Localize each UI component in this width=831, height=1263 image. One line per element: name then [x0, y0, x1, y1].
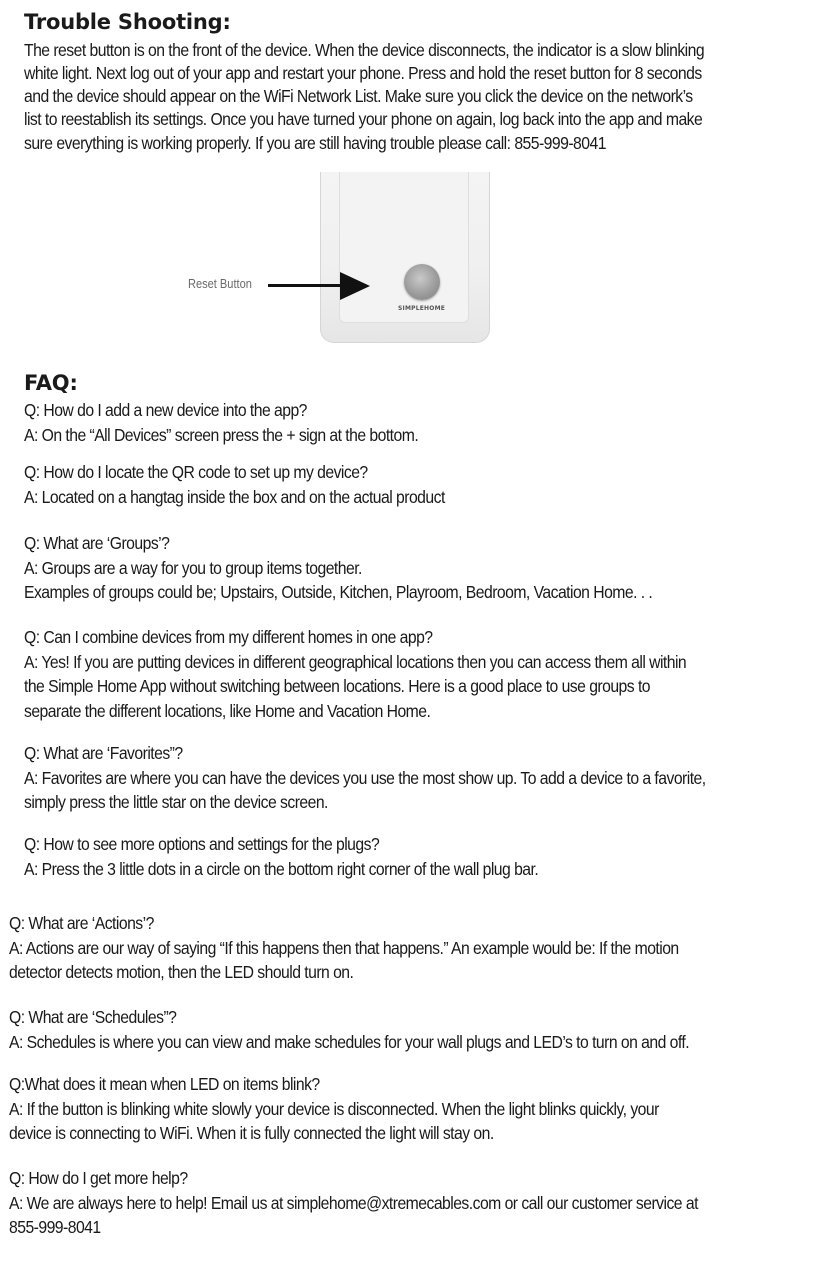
faq-question: Q: How do I get more help? [9, 1168, 188, 1188]
faq-question: Q: What are ‘Favorites”? [24, 743, 183, 763]
faq-question: Q:What does it mean when LED on items blink? [9, 1074, 320, 1094]
faq-item [0, 460, 831, 509]
faq-item [0, 398, 831, 447]
faq-answer: A: We are always here to help! Email us at simplehome@xtremecables.com or call our customer service at [9, 1192, 698, 1213]
device-faceplate [339, 172, 469, 323]
faq-answer: A: If the button is blinking white slowly your device is disconnected. When the light blinks quickly, your [9, 1098, 659, 1119]
faq-answer: separate the different locations, like Home and Vacation Home. [24, 700, 431, 721]
reset-button-graphic [404, 264, 440, 300]
faq-answer: A: Schedules is where you can view and make schedules for your wall plugs and LED’s to turn on and off. [9, 1031, 690, 1052]
device-photo [320, 172, 490, 343]
faq-answer: A: Favorites are where you can have the devices you use the most show up. To add a device to a favorite, [24, 767, 706, 788]
faq-item [0, 531, 831, 605]
faq-item [0, 1072, 831, 1146]
troubleshooting-line: sure everything is working properly. If you are still having trouble please call: 855-999-8041 [24, 133, 606, 153]
faq-answer: A: Yes! If you are putting devices in different geographical locations then you can access them all within [24, 651, 687, 672]
arrow-icon [340, 272, 370, 300]
faq-question: Q: How to see more options and settings for the plugs? [24, 834, 380, 854]
troubleshooting-line: white light. Next log out of your app and restart your phone. Press and hold the reset button for 8 seconds [24, 63, 702, 83]
arrow-line [268, 284, 348, 287]
faq-item [0, 1166, 831, 1240]
troubleshooting-line: and the device should appear on the WiFi Network List. Make sure you click the device on the network’s [24, 86, 693, 106]
faq-question: Q: What are ‘Actions’? [9, 913, 154, 933]
faq-answer: 855-999-8041 [9, 1217, 101, 1237]
faq-item [0, 741, 831, 815]
faq-answer: Examples of groups could be; Upstairs, Outside, Kitchen, Playroom, Bedroom, Vacation Home. . . [24, 582, 653, 602]
faq-answer: detector detects motion, then the LED should turn on. [9, 962, 354, 982]
troubleshooting-line: list to reestablish its settings. Once you have turned your phone on again, log back into the app and make [24, 109, 703, 129]
faq-question: Q: How do I locate the QR code to set up my device? [24, 462, 368, 482]
device-figure [180, 172, 500, 344]
faq-question: Q: What are ‘Schedules”? [9, 1007, 177, 1027]
troubleshooting-heading: Trouble Shooting: [24, 10, 231, 34]
faq-heading: FAQ: [24, 371, 78, 395]
faq-answer: device is connecting to WiFi. When it is fully connected the light will stay on. [9, 1123, 494, 1143]
reset-button-label: Reset Button [188, 276, 252, 291]
brand-logo: SIMPLEHOME [398, 305, 446, 312]
faq-item [0, 625, 831, 723]
faq-item [0, 911, 831, 985]
faq-item [0, 1005, 831, 1054]
faq-question: Q: What are ‘Groups’? [24, 533, 170, 553]
faq-answer: the Simple Home App without switching between locations. Here is a good place to use groups to [24, 676, 651, 696]
faq-question: Q: How do I add a new device into the app? [24, 400, 307, 420]
troubleshooting-line: The reset button is on the front of the device. When the device disconnects, the indicator is a slow blinking [24, 40, 705, 60]
faq-answer: A: Groups are a way for you to group items together. [24, 557, 362, 578]
faq-item [0, 832, 831, 881]
faq-answer: A: Located on a hangtag inside the box and on the actual product [24, 486, 445, 507]
faq-answer: A: Press the 3 little dots in a circle on the bottom right corner of the wall plug bar. [24, 858, 539, 879]
faq-answer: simply press the little star on the device screen. [24, 792, 328, 812]
faq-question: Q: Can I combine devices from my different homes in one app? [24, 627, 433, 647]
faq-answer: A: On the “All Devices” screen press the + sign at the bottom. [24, 424, 419, 445]
faq-answer: A: Actions are our way of saying “If this happens then that happens.” An example would be: If the motion [9, 937, 679, 958]
